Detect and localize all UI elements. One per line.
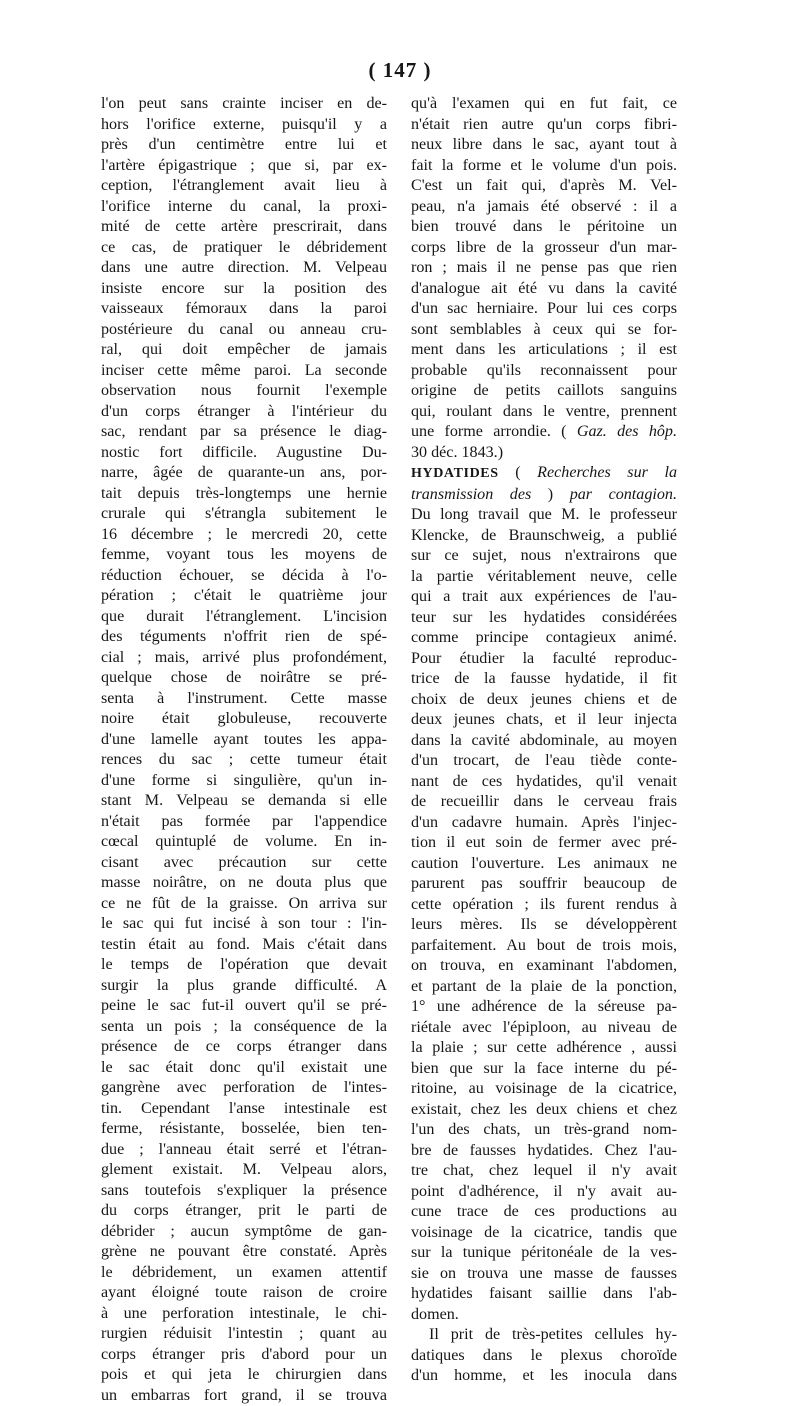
text-line: sont semblables à ceux qui se for- xyxy=(411,320,677,341)
text-line: tin. Cependant l'anse intestinale est xyxy=(101,1099,387,1120)
text-line: nostic fort difficile. Augustine Du- xyxy=(101,443,387,464)
text-line: corps étranger pris d'abord pour un xyxy=(101,1345,387,1366)
text-line: corps libre de la grosseur d'un mar- xyxy=(411,238,677,259)
text-line: d'un corps étranger à l'intérieur du xyxy=(101,402,387,423)
text-line: le débridement, un examen attentif xyxy=(101,1263,387,1284)
text-line: masse noirâtre, on ne douta plus que xyxy=(101,873,387,894)
text-line: insiste encore sur la position des xyxy=(101,279,387,300)
text-line: Du long travail que M. le professeur xyxy=(411,505,677,526)
text-line: bien trouvé dans le péritoine un xyxy=(411,217,677,238)
text-line: cœcal quintuplé de volume. En in- xyxy=(101,832,387,853)
text-line: bien que sur la face interne du pé- xyxy=(411,1059,677,1080)
text-line: sans toutefois s'expliquer la présence xyxy=(101,1181,387,1202)
text-line: hydatides faisant saillie dans l'ab- xyxy=(411,1284,677,1305)
text-line: origine de petits caillots sanguins xyxy=(411,381,677,402)
text-line: probable qu'ils reconnaissent pour xyxy=(411,361,677,382)
text-line: rences du sac ; cette tumeur était xyxy=(101,750,387,771)
text-line: ritoine, au voisinage de la cicatrice, xyxy=(411,1079,677,1100)
text-line: l'artère épigastrique ; que si, par ex- xyxy=(101,156,387,177)
text-line: qu'à l'examen qui en fut fait, ce xyxy=(411,94,677,115)
text-line: l'on peut sans crainte inciser en de- xyxy=(101,94,387,115)
text-line: on trouva, en examinant l'abdomen, xyxy=(411,956,677,977)
text-line: mité de cette artère prescrirait, dans xyxy=(101,217,387,238)
text-line: d'une lamelle ayant toutes les appa- xyxy=(101,730,387,751)
text-line: hors l'orifice externe, puisqu'il y a xyxy=(101,115,387,136)
text-line: C'est un fait qui, d'après M. Vel- xyxy=(411,176,677,197)
text-line: Il prit de très-petites cellules hy- xyxy=(411,1325,677,1346)
heading-subtitle: par contagion. xyxy=(570,486,677,503)
text-line: tion il eut soin de fermer avec pré- xyxy=(411,833,677,854)
section-heading: HYDATIDES xyxy=(411,466,499,481)
text-line: noire était globuleuse, recouverte xyxy=(101,709,387,730)
text-line: d'un sac herniaire. Pour lui ces corps xyxy=(411,299,677,320)
text-line: Klencke, de Braunschweig, a publié xyxy=(411,526,677,547)
page-number: ( 147 ) xyxy=(0,58,800,83)
text-line: point d'adhérence, il n'y avait au- xyxy=(411,1182,677,1203)
text-line: senta à l'instrument. Cette masse xyxy=(101,689,387,710)
text-line: le sac était donc qu'il existait une xyxy=(101,1058,387,1079)
heading-paren-open: ( xyxy=(499,464,521,481)
text-line: et partant de la plaie de la ponction, xyxy=(411,977,677,998)
text-line: due ; l'anneau était serré et l'étran- xyxy=(101,1140,387,1161)
text-line: ral, qui doit empêcher de jamais xyxy=(101,340,387,361)
text-line: de recueillir dans le cerveau frais xyxy=(411,792,677,813)
text-line: ception, l'étranglement avait lieu à xyxy=(101,176,387,197)
text-line: n'était rien autre qu'un corps fibri- xyxy=(411,115,677,136)
text-line: l'un des chats, un très-grand nom- xyxy=(411,1120,677,1141)
text-fragment: une forme arrondie. ( xyxy=(411,423,567,440)
text-line: du corps étranger, prit le parti de xyxy=(101,1201,387,1222)
text-line: ayant éloigné toute raison de croire xyxy=(101,1283,387,1304)
text-line: d'une forme si singulière, qu'un in- xyxy=(101,771,387,792)
citation-source: Gaz. des hôp. xyxy=(577,423,677,440)
text-line: peau, n'a jamais été observé : il a xyxy=(411,197,677,218)
text-line: le sac qui fut incisé à son tour : l'in- xyxy=(101,914,387,935)
text-line: dans la cavité abdominale, au moyen xyxy=(411,731,677,752)
text-line: près d'un centimètre entre lui et xyxy=(101,135,387,156)
text-line: voisinage de la cicatrice, tandis que xyxy=(411,1223,677,1244)
text-line: sie on trouva une masse de fausses xyxy=(411,1264,677,1285)
text-line: qui a trait aux expériences de l'au- xyxy=(411,587,677,608)
text-line: d'analogue ait été vu dans la cavité xyxy=(411,279,677,300)
left-column xyxy=(101,94,387,1154)
text-line: sur ce sujet, nous n'extrairons que xyxy=(411,546,677,567)
text-line: cisant avec précaution sur cette xyxy=(101,853,387,874)
section-heading-line xyxy=(411,463,677,485)
text-line: comme principe contagieux animé. xyxy=(411,628,677,649)
text-line: pération ; c'était le quatrième jour xyxy=(101,586,387,607)
text-line: leurs mères. Ils se développèrent xyxy=(411,915,677,936)
text-line: glement existait. M. Velpeau alors, xyxy=(101,1160,387,1181)
text-line: domen. xyxy=(411,1305,677,1326)
text-line: datiques dans le plexus choroïde xyxy=(411,1346,677,1367)
text-line: ce ne fût de la graisse. On arriva sur xyxy=(101,894,387,915)
text-line: ce cas, de pratiquer le débridement xyxy=(101,238,387,259)
text-line: l'orifice interne du canal, la proxi- xyxy=(101,197,387,218)
text-line: ferme, résistante, bosselée, bien ten- xyxy=(101,1119,387,1140)
text-line: grène ne pouvant être constaté. Après xyxy=(101,1242,387,1263)
text-line: tre chat, chez lequel il n'y avait xyxy=(411,1161,677,1182)
text-line: sur la tunique péritonéale de la ves- xyxy=(411,1243,677,1264)
text-line: vaisseaux fémoraux dans la paroi xyxy=(101,299,387,320)
text-line: 1° une adhérence de la séreuse pa- xyxy=(411,997,677,1018)
section-heading-line-2 xyxy=(411,485,677,506)
text-line: parfaitement. Au bout de trois mois, xyxy=(411,936,677,957)
text-line: un embarras fort grand, il se trouva xyxy=(101,1386,387,1406)
text-line: postérieure du canal ou anneau cru- xyxy=(101,320,387,341)
text-line: cial ; mais, arrivé plus profondément, xyxy=(101,648,387,669)
text-line: n'était pas formée par l'appendice xyxy=(101,812,387,833)
right-column xyxy=(411,94,677,1154)
text-line: choix de deux jeunes chiens et de xyxy=(411,690,677,711)
text-line: deux jeunes chats, et il leur injecta xyxy=(411,710,677,731)
text-line: trice de la fausse hydatide, il fit xyxy=(411,669,677,690)
text-line: le temps de l'opération que devait xyxy=(101,955,387,976)
text-line: Pour étudier la faculté reproduc- xyxy=(411,649,677,670)
text-line: riétale avec l'épiploon, au niveau de xyxy=(411,1018,677,1039)
text-line: bre de fausses hydatides. Chez l'au- xyxy=(411,1141,677,1162)
text-line: ment dans les articulations ; il est xyxy=(411,340,677,361)
text-line: la plaie ; sur cette adhérence , aussi xyxy=(411,1038,677,1059)
text-line: qui, roulant dans le ventre, prennent xyxy=(411,402,677,423)
text-line: rurgien réduisit l'intestin ; quant au xyxy=(101,1324,387,1345)
text-line: des téguments n'offrit rien de spé- xyxy=(101,627,387,648)
text-line: d'un trocart, de l'eau tiède conte- xyxy=(411,751,677,772)
text-line: neux libre dans le sac, ayant tout à xyxy=(411,135,677,156)
heading-paren-close: ) xyxy=(548,486,553,503)
text-line: d'un cadavre humain. Après l'injec- xyxy=(411,813,677,834)
text-line: inciser cette même paroi. La seconde xyxy=(101,361,387,382)
text-line: teur sur les hydatides considérées xyxy=(411,608,677,629)
text-line: tait depuis très-longtemps une hernie xyxy=(101,484,387,505)
text-line: caution l'ouverture. Les animaux ne xyxy=(411,854,677,875)
text-line: femme, voyant tous les moyens de xyxy=(101,545,387,566)
text-line: crurale qui s'étrangla subitement le xyxy=(101,504,387,525)
text-line: à une perforation intestinale, le chi- xyxy=(101,1304,387,1325)
text-line: nant de ces hydatides, qu'il venait xyxy=(411,772,677,793)
text-line: fait la forme et le volume d'un pois. xyxy=(411,156,677,177)
text-line: testin était au fond. Mais c'était dans xyxy=(101,935,387,956)
text-line: que durait l'étranglement. L'incision xyxy=(101,607,387,628)
text-line: cune trace de ces productions au xyxy=(411,1202,677,1223)
text-line: gangrène avec perforation de l'intes- xyxy=(101,1078,387,1099)
text-line: 16 décembre ; le mercredi 20, cette xyxy=(101,525,387,546)
text-line: quelque chose de noirâtre se pré- xyxy=(101,668,387,689)
citation-date: 30 déc. 1843.) xyxy=(411,443,677,464)
text-line: sac, rendant par sa présence le diag- xyxy=(101,422,387,443)
heading-subtitle: transmission des xyxy=(411,486,531,503)
text-line: peine le sac fut-il ouvert qu'il se pré- xyxy=(101,996,387,1017)
text-line: ron ; mais il ne pense pas que rien xyxy=(411,258,677,279)
text-line: réduction échouer, se décida à l'o- xyxy=(101,566,387,587)
text-line: stant M. Velpeau se demanda si elle xyxy=(101,791,387,812)
text-line: senta un pois ; la conséquence de la xyxy=(101,1017,387,1038)
text-line: la partie véritablement neuve, celle xyxy=(411,567,677,588)
text-line: surgir la plus grande difficulté. A xyxy=(101,976,387,997)
text-line: cette opération ; ils furent rendus à xyxy=(411,895,677,916)
text-line: existait, chez les deux chiens et chez xyxy=(411,1100,677,1121)
text-line: parurent pas souffrir beaucoup de xyxy=(411,874,677,895)
heading-subtitle: Recherches sur la xyxy=(537,464,677,481)
text-line: dans une autre direction. M. Velpeau xyxy=(101,258,387,279)
text-line: observation nous fournit l'exemple xyxy=(101,381,387,402)
text-line: narre, âgée de quarante-un ans, por- xyxy=(101,463,387,484)
text-line: présence de ce corps étranger dans xyxy=(101,1037,387,1058)
text-line: pois et qui jeta le chirurgien dans xyxy=(101,1365,387,1386)
text-line: d'un homme, et les inocula dans xyxy=(411,1366,677,1387)
text-line-citation xyxy=(411,422,677,443)
text-line: débrider ; aucun symptôme de gan- xyxy=(101,1222,387,1243)
